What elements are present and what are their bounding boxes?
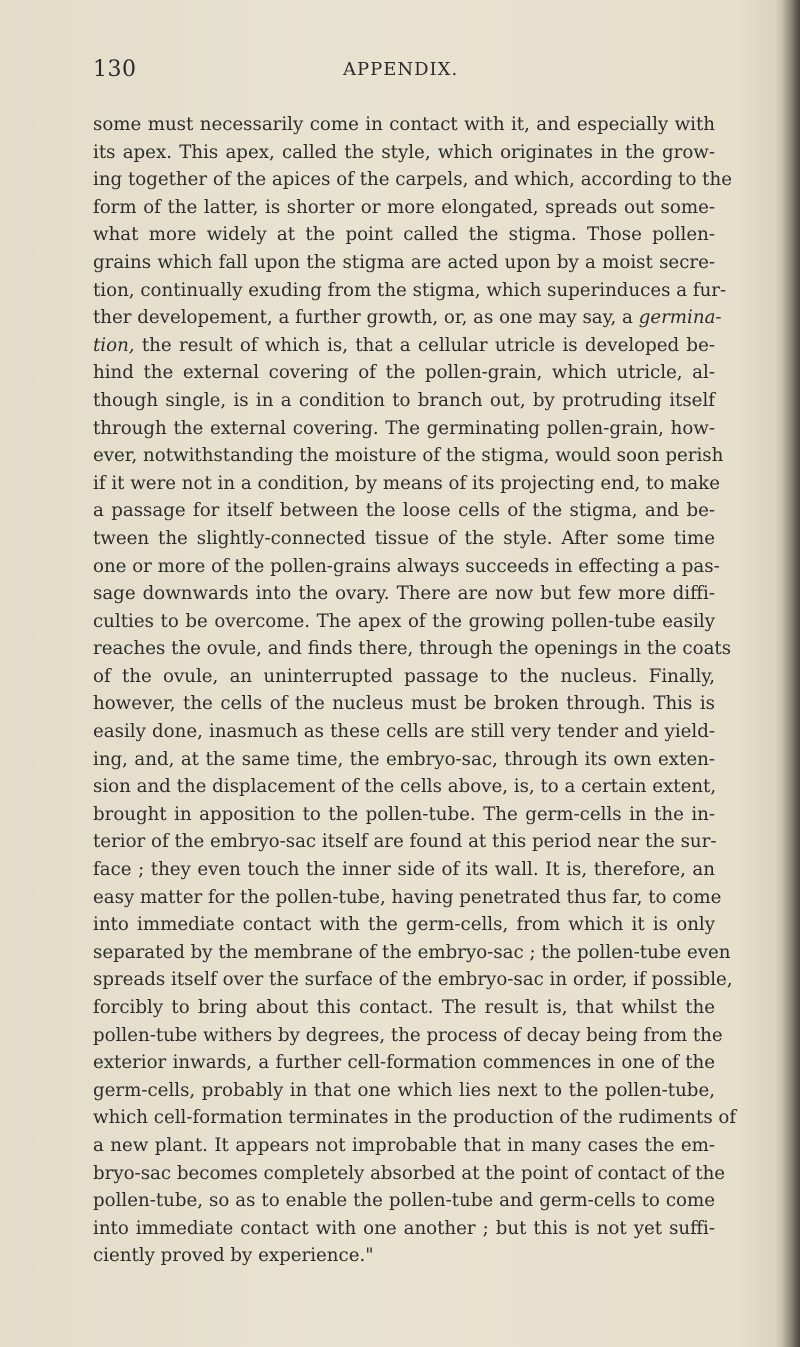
text-line: sage downwards into the ovary. There are now but few more diffi- — [93, 583, 715, 605]
page-header — [93, 57, 715, 93]
text-line: some must necessarily come in contact with it, and especially with — [93, 114, 715, 135]
text-line: bryo-sac becomes completely absorbed at the point of contact of the — [93, 1162, 726, 1184]
page-edge-shadow — [782, 0, 800, 1347]
text-line: spreads itself over the surface of the embryo-sac in order, if possible, — [93, 969, 733, 991]
text-line: pollen-tube, so as to enable the pollen-tube and germ-cells to come — [93, 1190, 715, 1212]
text-line: tion, the result of which is, that a cellular utricle is developed be- — [93, 334, 715, 356]
body-text — [93, 111, 737, 1270]
text-line: hind the external covering of the pollen-grain, which utricle, al- — [93, 362, 715, 384]
text-line: through the external covering. The germinating pollen-grain, how- — [93, 417, 715, 439]
text-line: grains which fall upon the stigma are acted upon by a moist secre- — [93, 251, 715, 273]
text-line: if it were not in a condition, by means of its projecting end, to make — [93, 472, 720, 494]
text-line: form of the latter, is shorter or more elongated, spreads out some- — [93, 196, 715, 218]
text-line: culties to be overcome. The apex of the growing pollen-tube easily — [93, 610, 715, 632]
text-line: ciently proved by experience." — [93, 1245, 374, 1267]
text-line: easily done, inasmuch as these cells are still very tender and yield- — [93, 721, 715, 743]
text-line: which cell-formation terminates in the production of the rudiments of — [93, 1107, 737, 1129]
text-line: terior of the embryo-sac itself are found at this period near the sur- — [93, 831, 717, 853]
text-line: what more widely at the point called the stigma. Those pollen- — [93, 224, 715, 246]
text-line: tween the slightly-connected tissue of the style. After some time — [93, 527, 715, 549]
italic-term: germina- — [638, 307, 722, 329]
text-line: ing, and, at the same time, the embryo-sac, through its own exten- — [93, 748, 715, 770]
text-line: ther developement, a further growth, or, as one may say, a germina- — [93, 307, 722, 329]
running-head: APPENDIX. — [343, 59, 459, 80]
text-line: separated by the membrane of the embryo-sac ; the pollen-tube even — [93, 941, 731, 963]
text-line: one or more of the pollen-grains always succeeds in effecting a pas- — [93, 555, 720, 577]
text-line: its apex. This apex, called the style, which originates in the grow- — [93, 141, 715, 163]
text-line: of the ovule, an uninterrupted passage to the nucleus. Finally, — [93, 665, 715, 687]
text-line: tion, continually exuding from the stigma, which superinduces a fur- — [93, 279, 727, 301]
text-line: forcibly to bring about this contact. The result is, that whilst the — [93, 997, 715, 1018]
page-number: 130 — [93, 57, 137, 82]
text-line: reaches the ovule, and finds there, through the openings in the coats — [93, 638, 732, 660]
text-line: a new plant. It appears not improbable that in many cases the em- — [93, 1134, 715, 1156]
text-line: brought in apposition to the pollen-tube. The germ-cells in the in- — [93, 803, 715, 825]
text-line: into immediate contact with one another ; but this is not yet suffi- — [93, 1217, 715, 1239]
text-line: germ-cells, probably in that one which lies next to the pollen-tube, — [93, 1079, 715, 1101]
text-line: into immediate contact with the germ-cells, from which it is only — [93, 914, 715, 936]
text-line: a passage for itself between the loose cells of the stigma, and be- — [93, 500, 715, 522]
text-line: exterior inwards, a further cell-formation commences in one of the — [93, 1052, 715, 1074]
italic-term: tion, — [93, 334, 135, 356]
text-line: sion and the displacement of the cells above, is, to a certain extent, — [93, 776, 717, 798]
text-line: though single, is in a condition to branch out, by protruding itself — [93, 389, 715, 411]
text-line: pollen-tube withers by degrees, the process of decay being from the — [93, 1024, 723, 1046]
text-line: ever, notwithstanding the moisture of the stigma, would soon perish — [93, 445, 724, 467]
text-line: face ; they even touch the inner side of its wall. It is, therefore, an — [93, 859, 715, 881]
text-line: ing together of the apices of the carpels, and which, according to the — [93, 169, 732, 191]
text-line: easy matter for the pollen-tube, having penetrated thus far, to come — [93, 886, 722, 908]
text-line: however, the cells of the nucleus must be broken through. This is — [93, 693, 715, 715]
